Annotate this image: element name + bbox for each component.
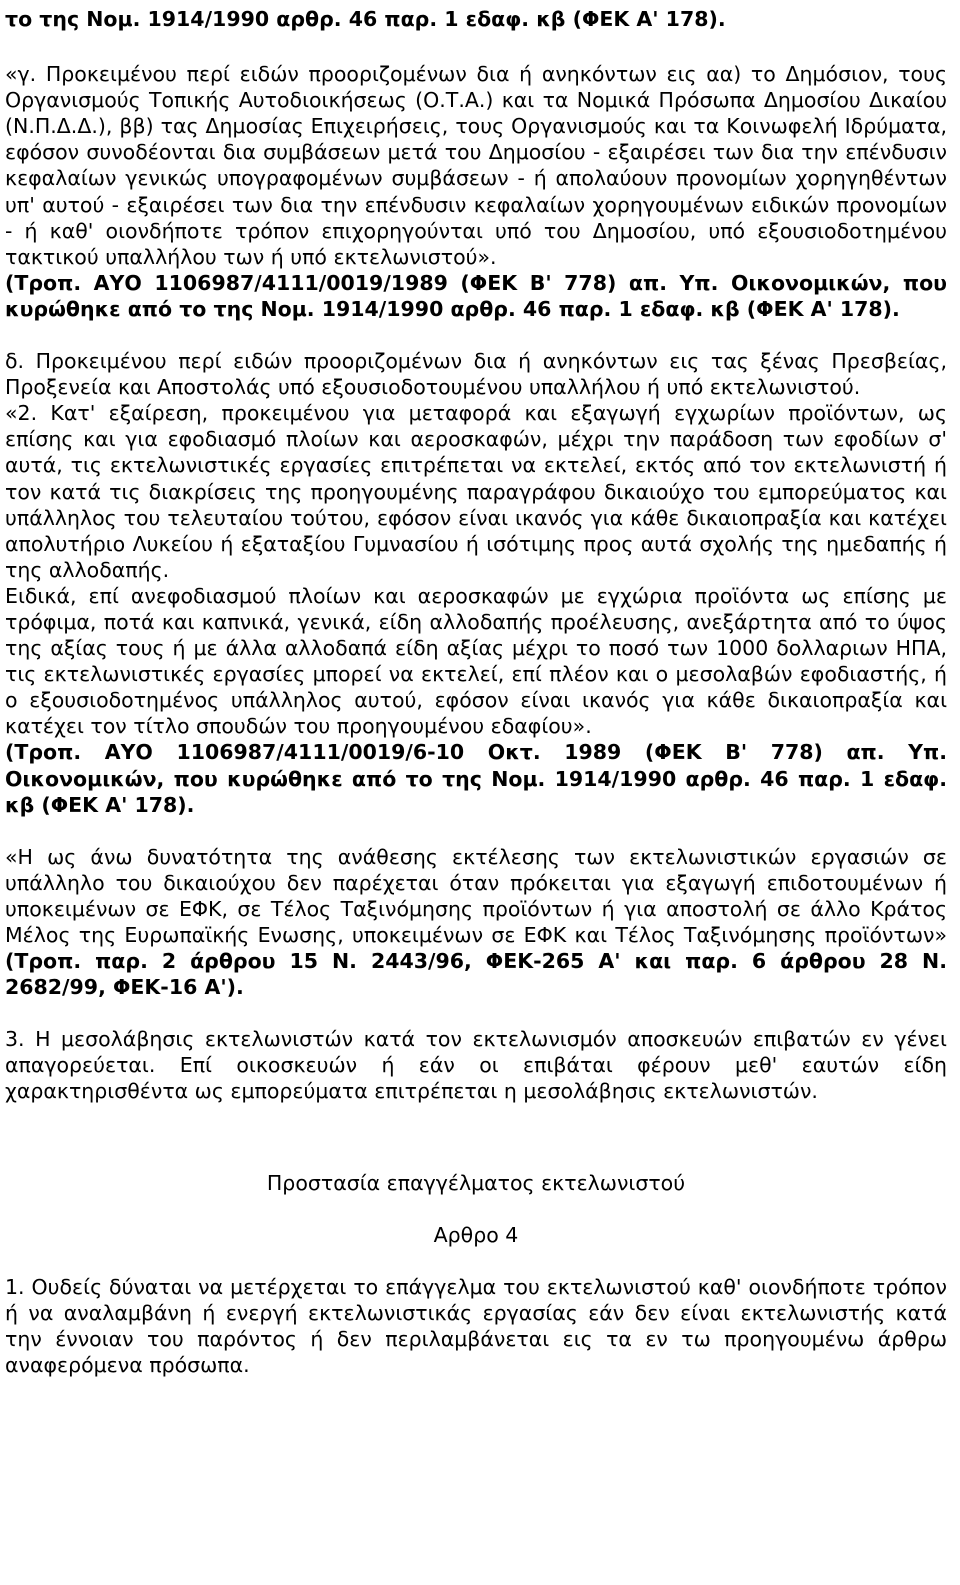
paragraph-3: 3. Η μεσολάβησις εκτελωνιστών κατά τον εκτελωνισμόν αποσκευών επιβατών εν γένει απαγορεύεται. Επί οικοσκευών ή εάν οι επιβάται φέρουν μεθ' εαυτών είδη χαρακτηρισθέντα ως εμπορεύματα επιτρέπεται η μεσολάβησις εκτελωνιστών. — [5, 1027, 947, 1104]
paragraph-assignment-text: «Η ως άνω δυνατότητα της ανάθεσης εκτέλεσης των εκτελωνιστικών εργασιών σε υπάλληλο του δικαιούχου δεν παρέχεται όταν πρόκειται για εξαγωγή επιδοτουμένων ή υποκειμένων σε ΕΦΚ, σε Τέλος Ταξινόμησης προϊόντων ή για αποστολή σε άλλο Κράτος Μέλος της Ευρωπαϊκής Ενωσης, υποκειμένων σε ΕΦΚ και Τέλος Ταξινόμησης προϊόντων» — [5, 844, 947, 947]
paragraph-gamma: «γ. Προκειμένου περί ειδών προοριζομένων δια ή ανηκόντων εις αα) το Δημόσιον, τους Οργανισμούς Τοπικής Αυτοδιοικήσεως (Ο.Τ.Α.) και τα Νομικά Πρόσωπα Δημοσίου Δικαίου (Ν.Π.Δ.Δ.), ββ) τας Δημοσίας Επιχειρήσεις, τους Οργανισμούς και τα Κοινωφελή Ιδρύματα, εφόσον συνοδέονται δια συμβάσεων μετά του Δημοσίου - εξαιρέσει των δια την επένδυσιν κεφαλαίων γενικώς υπογραφομένων συμβάσεων - ή απολαύουν προνομίων χορηγηθέντων υπ' αυτού - εξαιρέσει των δια την επένδυσιν κεφαλαίων χορηγουμένων ειδικών προνομίων - ή καθ' οιονδήποτε τρόπον επιχορηγούνται υπό του Δημοσίου, υπό εξουσιοδοτημένου τακτικού υπαλλήλου των ή υπό εκτελωνιστού». — [5, 62, 947, 269]
paragraph-2: «2. Κατ' εξαίρεση, προκειμένου για μεταφορά και εξαγωγή εγχωρίων προϊόντων, ως επίσης και για εφοδιασμό πλοίων και αεροσκαφών, μέχρι την παράδοση των εφοδίων σ' αυτά, τις εκτελωνιστικές εργασίες επιτρέπεται να εκτελεί, εκτός από τον εκτελωνιστή ή τον κατά τις διακρίσεις της προηγουμένης παραγράφου δικαιούχο του εμπορεύματος και υπάλληλος του τελευταίου τούτου, εφόσον είναι ικανός για κάθε δικαιοπραξία και κατέχει απολυτήριο Λυκείου ή εξαταξίου Γυμνασίου ή ισότιμης προς αυτά σχολής της ημεδαπής ή της αλλοδαπής. — [5, 401, 947, 582]
article-title: Αρθρο 4 — [433, 1222, 519, 1247]
text-fragment-top: το της Νομ. 1914/1990 αρθρ. 46 παρ. 1 εδαφ. κβ (ΦΕΚ Α' 178). — [5, 7, 726, 31]
section-title: Προστασία επαγγέλματος εκτελωνιστού — [266, 1170, 686, 1195]
document-page — [5, 0, 947, 1378]
paragraph-assignment-amendment: (Τροπ. παρ. 2 άρθρου 15 Ν. 2443/96, ΦΕΚ-265 Α' και παρ. 6 άρθρου 28 Ν. 2682/99, ΦΕΚ-16 Α'). — [5, 949, 947, 1000]
paragraph-assignment — [5, 844, 947, 1001]
amendment-note-2: (Τροπ. ΑΥΟ 1106987/4111/0019/6-10 Οκτ. 1989 (ΦΕΚ Β' 778) απ. Υπ. Οικονομικών, που κυρώθηκε από το της Νομ. 1914/1990 αρθρ. 46 παρ. 1 εδαφ. κβ (ΦΕΚ Α' 178). — [5, 740, 947, 817]
paragraph-2-special: Ειδικά, επί ανεφοδιασμού πλοίων και αεροσκαφών με εγχώρια προϊόντα ως επίσης με τρόφιμα, ποτά και καπνικά, γενικά, είδη αλλοδαπής προέλευσης, ανεξάρτητα από το ύψος της αξίας τους ή με άλλα αλλοδαπά είδη αξίας μέχρι το ποσό των 1000 δολλαριων ΗΠΑ, τις εκτελωνιστικές εργασίες μπορεί να εκτελεί, επί πλέον και ο μεσολαβών εφοδιαστής, ή ο εξουσιοδοτημένος υπάλληλος αυτού, εφόσον είναι ικανός για κάθε δικαιοπραξία και κατέχει τον τίτλο σπουδών του προηγουμένου εδαφίου». — [5, 583, 947, 739]
article-4-paragraph-1: 1. Ουδείς δύναται να μετέρχεται το επάγγελμα του εκτελωνιστού καθ' οιονδήποτε τρόπον ή να αναλαμβάνη ή ενεργή εκτελωνιστικάς εργασίας εάν δεν είναι εκτελωνιστής κατά την έννοιαν του παρόντος ή δεν περιλαμβάνεται εις τα εν τω προηγουμένω άρθρω αναφερόμενα πρόσωπα. — [5, 1274, 947, 1378]
paragraph-delta: δ. Προκειμένου περί ειδών προοριζομένων δια ή ανηκόντων εις τας ξένας Πρεσβείας, Προξενεία και Αποστολάς υπό εξουσιοδοτουμένου υπαλλήλου ή υπό εκτελωνιστού. — [5, 349, 947, 400]
amendment-note-1: (Τροπ. ΑΥΟ 1106987/4111/0019/1989 (ΦΕΚ Β' 778) απ. Υπ. Οικονομικών, που κυρώθηκε από το της Νομ. 1914/1990 αρθρ. 46 παρ. 1 εδαφ. κβ (ΦΕΚ Α' 178). — [5, 270, 947, 321]
